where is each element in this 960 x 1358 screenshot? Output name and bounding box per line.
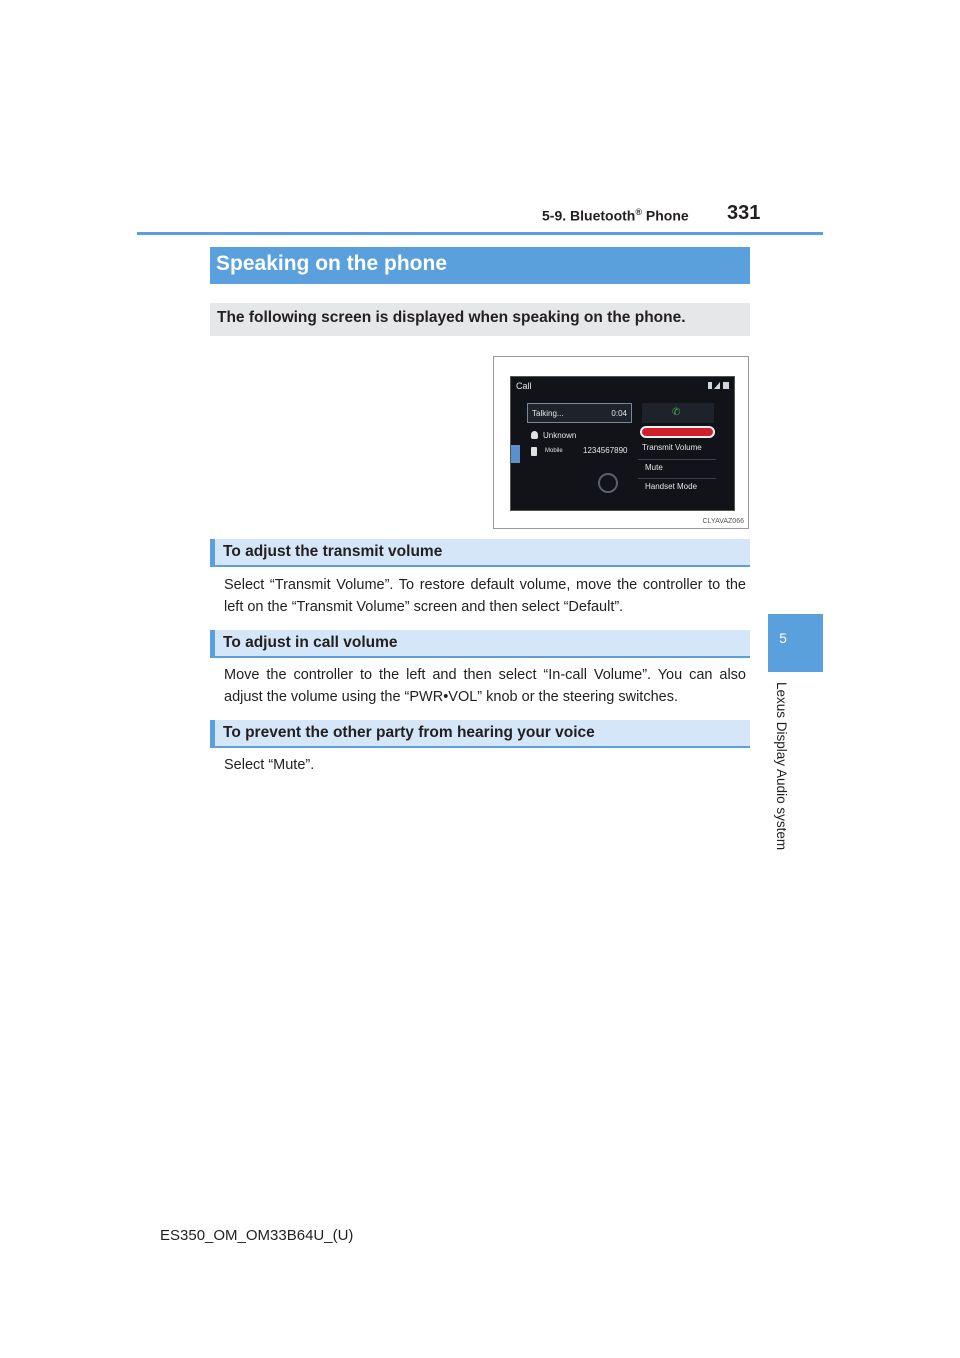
signal-icon (714, 382, 720, 389)
answer-call-button[interactable] (642, 403, 714, 423)
bluetooth-icon (708, 382, 712, 389)
section-heading-call-volume: To adjust in call volume (210, 630, 750, 658)
section-body-mute: Select “Mute”. (224, 757, 315, 773)
mobile-icon (531, 447, 537, 456)
section-body-call-volume: Move the controller to the left and then select “In-call Volume”. You can also adjust the volume using the “PWR•VOL” knob or the steering switches. (224, 667, 746, 705)
section-heading-transmit-volume: To adjust the transmit volume (210, 539, 750, 567)
person-icon (531, 431, 538, 439)
no-entry-icon (598, 473, 618, 493)
header-rule (137, 232, 823, 235)
menu-transmit-volume[interactable]: Transmit Volume (642, 443, 702, 452)
call-screen-figure (493, 356, 749, 529)
talking-box (527, 403, 632, 423)
document-code: ES350_OM_OM33B64U_(U) (160, 1227, 354, 1244)
call-screen (510, 376, 735, 511)
section-heading-mute: To prevent the other party from hearing your voice (210, 720, 750, 748)
chapter-label: Lexus Display Audio system (774, 682, 789, 851)
talking-label: Talking... (532, 409, 564, 418)
left-arrow-tab[interactable] (511, 445, 520, 463)
battery-icon (723, 382, 729, 389)
intro-text: The following screen is displayed when speaking on the phone. (217, 309, 686, 326)
phone-type: Mobile (545, 448, 563, 454)
menu-divider (638, 478, 716, 479)
section-reference: 5-9. Bluetooth® Phone (542, 207, 689, 224)
page-number: 331 (727, 202, 761, 224)
menu-handset-mode[interactable]: Handset Mode (645, 482, 698, 491)
page-title-band (210, 247, 750, 284)
phone-green-icon: ✆ (672, 407, 681, 418)
menu-divider (638, 459, 716, 460)
intro-band (210, 303, 750, 336)
figure-code: CLYAVAZ066 (702, 518, 744, 525)
phone-number: 1234567890 (583, 446, 628, 455)
page-title: Speaking on the phone (216, 252, 448, 275)
screen-title: Call (516, 381, 532, 391)
menu-mute[interactable]: Mute (645, 463, 663, 472)
chapter-number: 5 (779, 630, 787, 646)
section-body-transmit-volume: Select “Transmit Volume”. To restore default volume, move the controller to the left on the “Transmit Volume” screen and then select “Default”. (224, 577, 746, 615)
call-timer: 0:04 (611, 409, 627, 418)
end-call-button[interactable] (640, 426, 715, 438)
caller-name: Unknown (543, 431, 577, 440)
